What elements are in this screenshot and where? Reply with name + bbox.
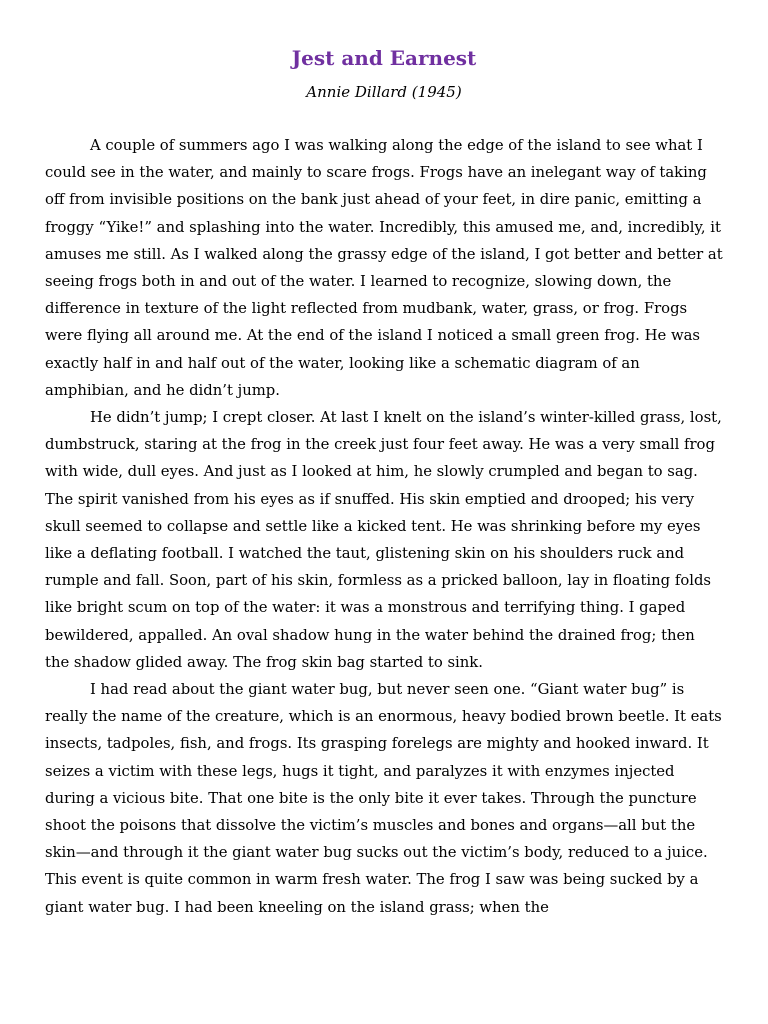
paragraph: I had read about the giant water bug, but never seen one. “Giant water bug” is really the name of the creature, which is an enormous, heavy bodied brown beetle. It eats insects, tadpoles, fish, and frogs. Its grasping forelegs are mighty and hooked inward. It seizes a victim with these legs, hugs it tight, and paralyzes it with enzymes injected during a vicious bite. That one bite is the only bite it ever takes. Through the puncture shoot the poisons that dissolve the victim’s muscles and bones and organs—all but the skin—and through it the giant water bug sucks out the victim’s body, reduced to a juice. This event is quite common in warm fresh water. The frog I saw was being sucked by a giant water bug. I had been kneeling on the island grass; when the [45,681,722,916]
paragraph: He didn’t jump; I crept closer. At last I knelt on the island’s winter-killed grass, lost, dumbstruck, staring at the frog in the creek just four feet away. He was a very small frog with wide, dull eyes. And just as I looked at him, he slowly crumpled and began to sag. The spirit vanished from his eyes as if snuffed. His skin emptied and drooped; his very skull seemed to collapse and settle like a kicked tent. He was shrinking before my eyes like a deflating football. I watched the taut, glistening skin on his shoulders ruck and rumple and fall. Soon, part of his skin, formless as a pricked balloon, lay in floating folds like bright scum on top of the water: it was a monstrous and terrifying thing. I gaped bewildered, appalled. An oval shadow hung in the water behind the drained frog; then the shadow glided away. The frog skin bag started to sink. [45,409,722,671]
document-body [45,132,723,921]
document-title: Jest and Earnest [291,46,477,70]
paragraph: A couple of summers ago I was walking along the edge of the island to see what I could see in the water, and mainly to scare frogs. Frogs have an inelegant way of taking off from invisible positions on the bank just ahead of your feet, in dire panic, emitting a froggy “Yike!” and splashing into the water. Incredibly, this amused me, and, incredibly, it amuses me still. As I walked along the grassy edge of the island, I got better and better at seeing frogs both in and out of the water. I learned to recognize, slowing down, the difference in texture of the light reflected from mudbank, water, grass, or frog. Frogs were flying all around me. At the end of the island I noticed a small green frog. He was exactly half in and half out of the water, looking like a schematic diagram of an amphibian, and he didn’t jump. [45,137,723,399]
author-byline: Annie Dillard (1945) [306,83,462,101]
